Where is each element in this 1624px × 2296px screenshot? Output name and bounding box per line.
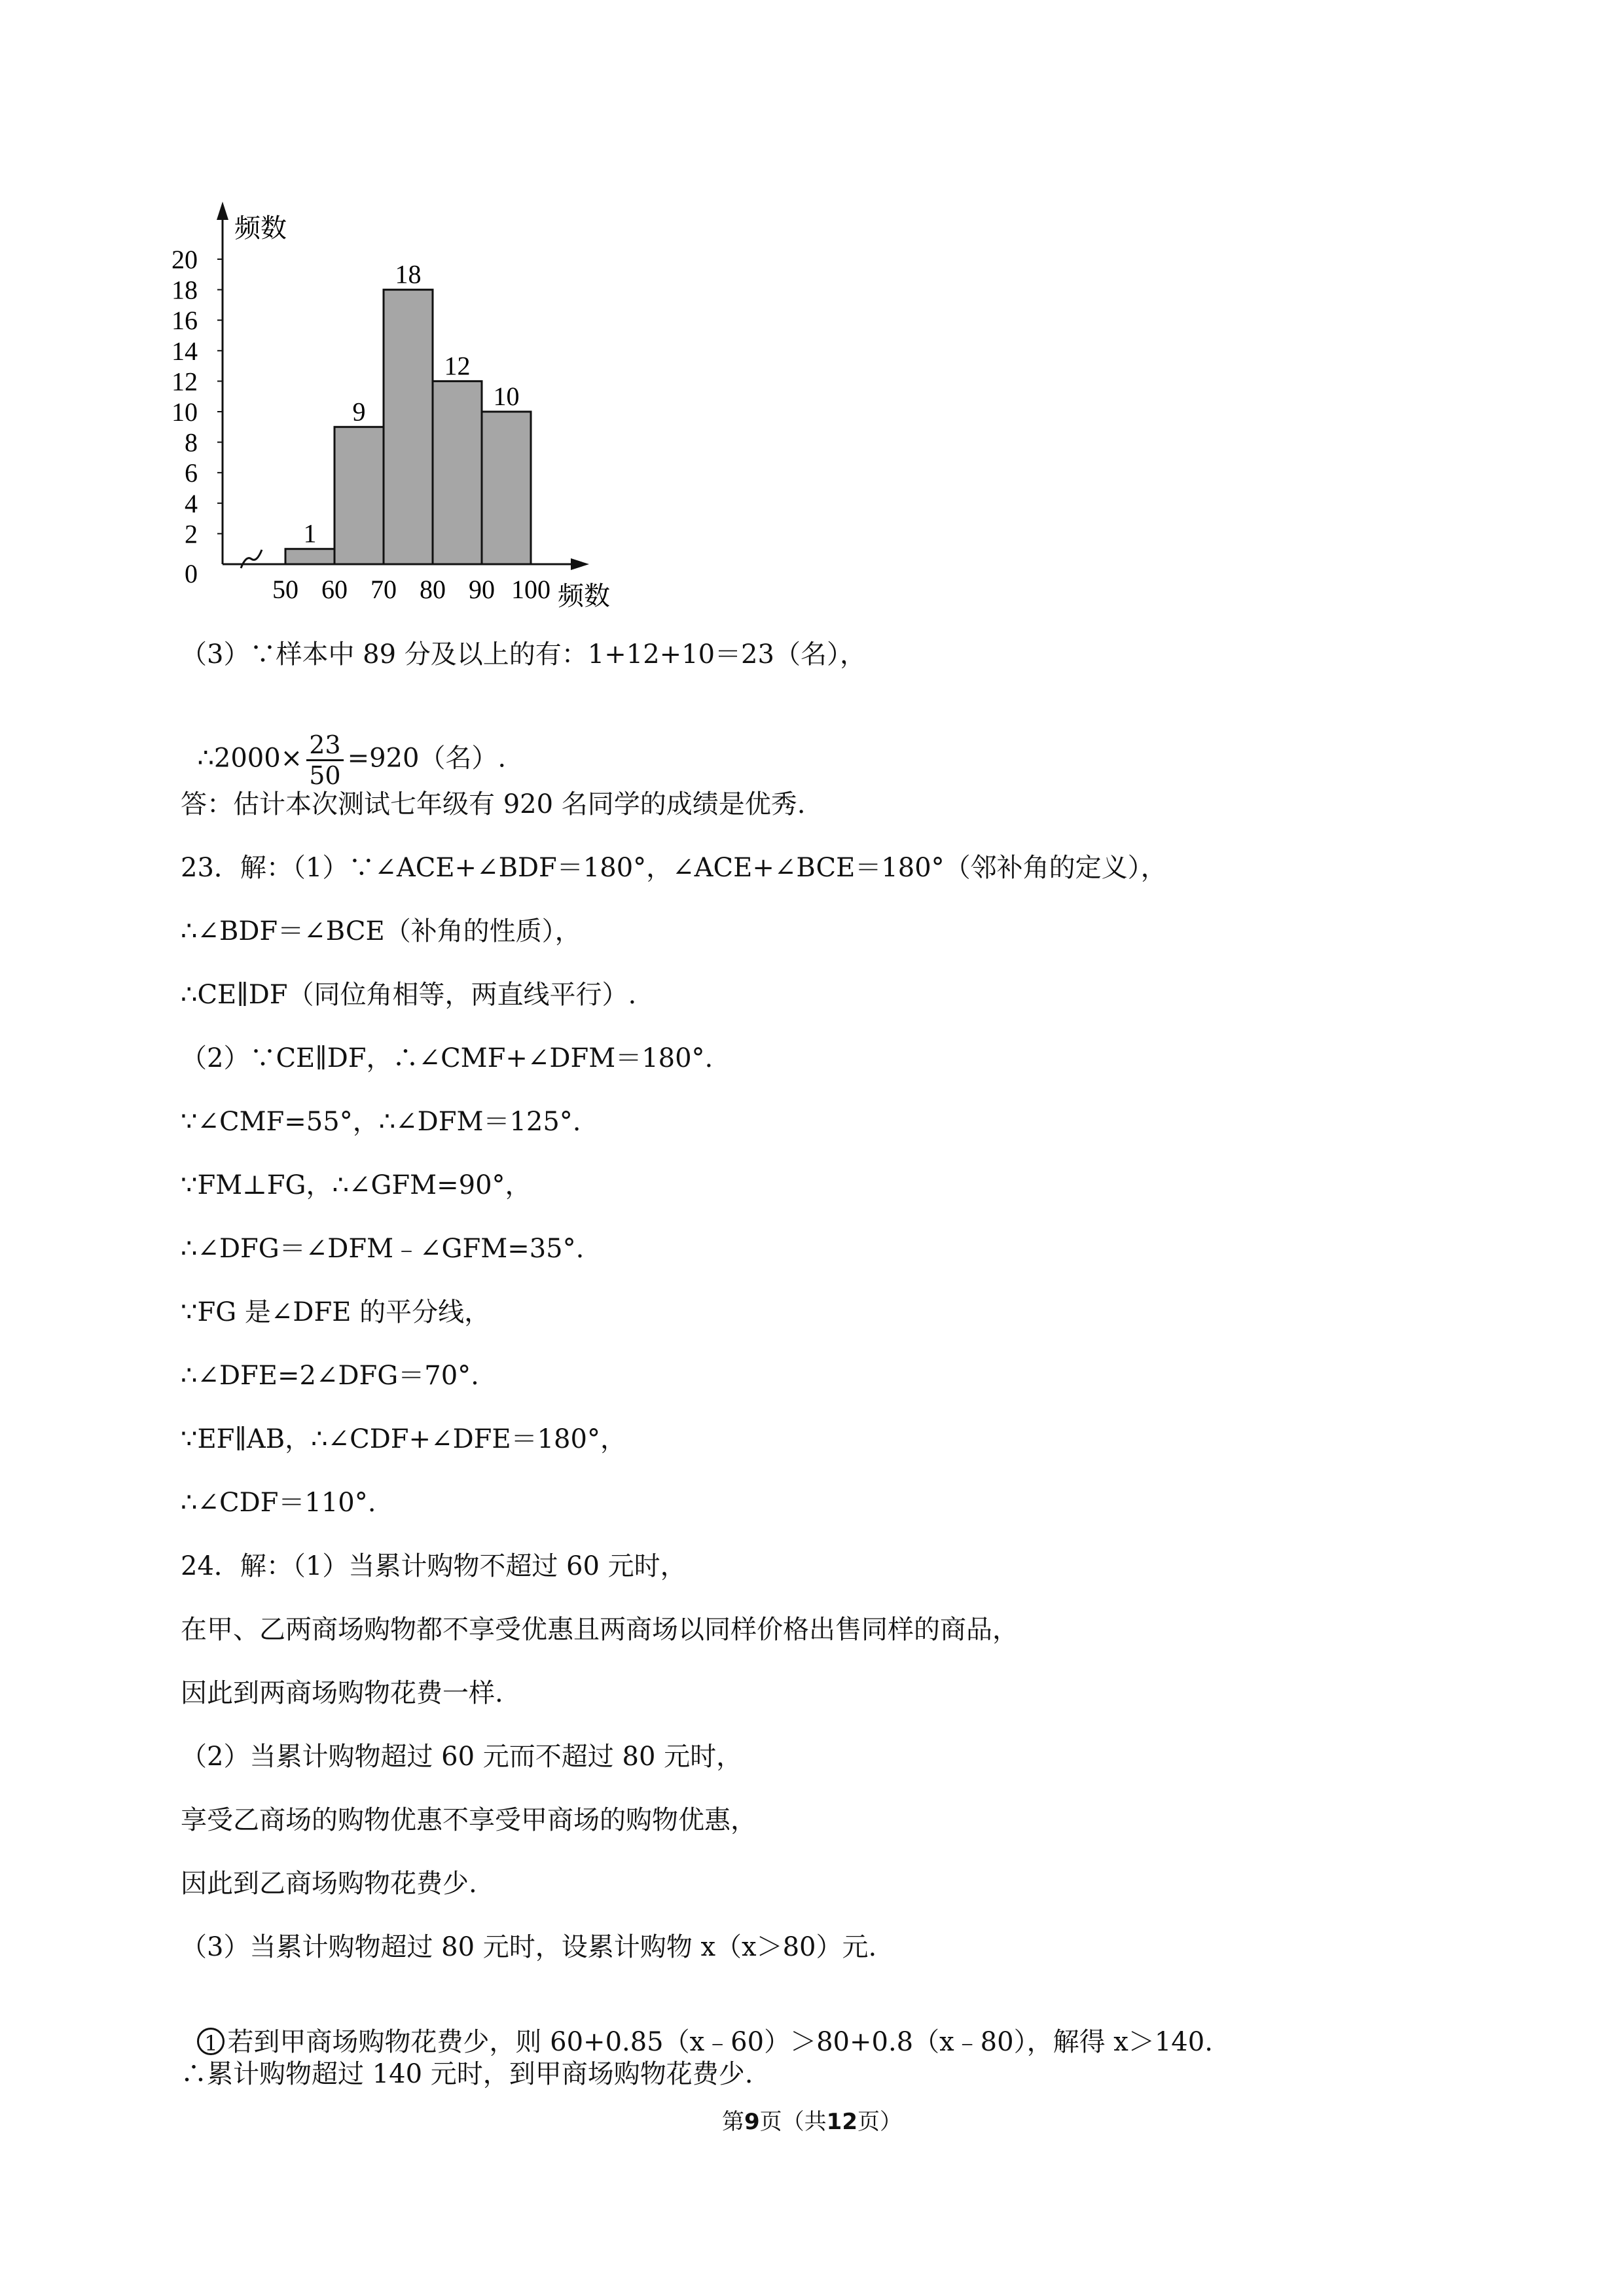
line-q24-part2: （2）当累计购物超过 60 元而不超过 80 元时， [181,1742,743,1772]
line-q23-dfm: ∵∠CMF=55°，∴∠DFM＝125°. [181,1107,581,1137]
line-answer: 答：估计本次测试七年级有 920 名同学的成绩是优秀. [181,789,806,819]
footer-suffix: 页） [857,2109,902,2135]
circled-number: 1 [197,2028,225,2055]
y-tick-label: 4 [185,488,198,518]
footer-middle: 页（共 [759,2109,827,2135]
footer-page-number: 9 [744,2109,760,2135]
line-q23-part1: 23．解：（1）∵∠ACE+∠BDF＝180°，∠ACE+∠BCE＝180°（邻补角的定义）， [181,853,1167,883]
y-axis-arrow [217,202,228,220]
line-q23-bdf-bce: ∴∠BDF＝∠BCE（补角的性质）， [181,916,581,946]
histogram-bar [384,290,433,564]
line-q23-gfm: ∵FM⊥FG，∴∠GFM=90°， [181,1170,532,1200]
line-q23-bisector: ∵FG 是∠DFE 的平分线， [181,1297,491,1327]
y-tick-label: 16 [171,306,198,336]
line-q24-part3: （3）当累计购物超过 80 元时，设累计购物 x（x＞80）元. [181,1932,877,1962]
line-q24-no-discount: 在甲、乙两商场购物都不享受优惠且两商场以同样价格出售同样的商品， [181,1615,1019,1645]
line-q23-parallel: ∴CE∥DF（同位角相等，两直线平行）. [181,980,637,1010]
line-q24-same-cost: 因此到两商场购物花费一样. [181,1678,503,1708]
estimate-suffix: =920（名）. [347,743,507,774]
case1-text: 若到甲商场购物花费少，则 60+0.85（x﹣60）＞80+0.8（x﹣80），解得 x＞140. [227,2027,1213,2057]
line-q24-yi-discount: 享受乙商场的购物优惠不享受甲商场的购物优惠， [181,1805,757,1835]
histogram-svg [157,196,655,615]
bar-value-label: 10 [493,382,520,411]
footer-prefix: 第 [722,2109,744,2135]
y-tick-label: 2 [185,519,198,549]
line-q23-cdf: ∴∠CDF＝110°. [181,1488,376,1518]
y-tick-label: 0 [185,559,198,588]
line-q23-dfe: ∴∠DFE=2∠DFG＝70°. [181,1361,479,1391]
line-part3-count: （3）∵样本中 89 分及以上的有：1+12+10＝23（名）， [181,639,866,670]
y-tick-label: 8 [185,427,198,457]
fraction-numerator: 23 [306,730,343,761]
x-tick-label: 50 [272,575,298,604]
x-axis-label: 频数 [558,581,610,611]
bar-value-label: 9 [352,397,366,427]
y-tick-label: 14 [171,336,198,366]
line-q24-part1: 24．解：（1）当累计购物不超过 60 元时， [181,1551,687,1581]
fraction-denominator: 50 [309,761,341,790]
y-tick-label: 18 [171,275,198,305]
line-part3-estimate [181,699,506,790]
x-tick-label: 100 [511,575,550,604]
bar-value-label: 18 [395,259,422,289]
fraction [306,730,343,790]
histogram-bar [285,549,334,564]
frequency-histogram [157,196,655,615]
line-q24-conclusion: ∴累计购物超过 140 元时，到甲商场购物花费少. [181,2059,753,2089]
axis-break-mark [241,550,262,568]
estimate-prefix: ∴2000× [197,743,303,774]
line-q24-case1 [181,1995,1213,2058]
line-q23-ef-ab: ∵EF∥AB，∴∠CDF+∠DFE＝180°， [181,1424,626,1454]
bar-value-label: 1 [303,518,317,548]
x-tick-label: 60 [321,575,348,604]
footer-total-pages: 12 [826,2109,857,2135]
x-tick-label: 70 [370,575,397,604]
line-q24-yi-cheaper: 因此到乙商场购物花费少. [181,1869,477,1899]
line-q23-dfg: ∴∠DFG＝∠DFM﹣∠GFM=35°. [181,1234,585,1264]
page-footer [0,2104,1624,2136]
y-tick-label: 6 [185,458,198,488]
line-q23-part2: （2）∵CE∥DF，∴∠CMF+∠DFM＝180°. [181,1043,713,1073]
y-axis-label: 频数 [234,213,287,243]
histogram-bar [334,427,384,564]
bar-value-label: 12 [444,351,471,381]
x-axis-arrow [571,558,589,570]
x-tick-label: 90 [469,575,495,604]
y-tick-label: 12 [171,367,198,397]
histogram-bar [482,412,531,564]
y-tick-label: 10 [171,397,198,427]
histogram-bar [433,381,482,564]
x-tick-label: 80 [420,575,446,604]
y-tick-label: 20 [171,245,198,274]
